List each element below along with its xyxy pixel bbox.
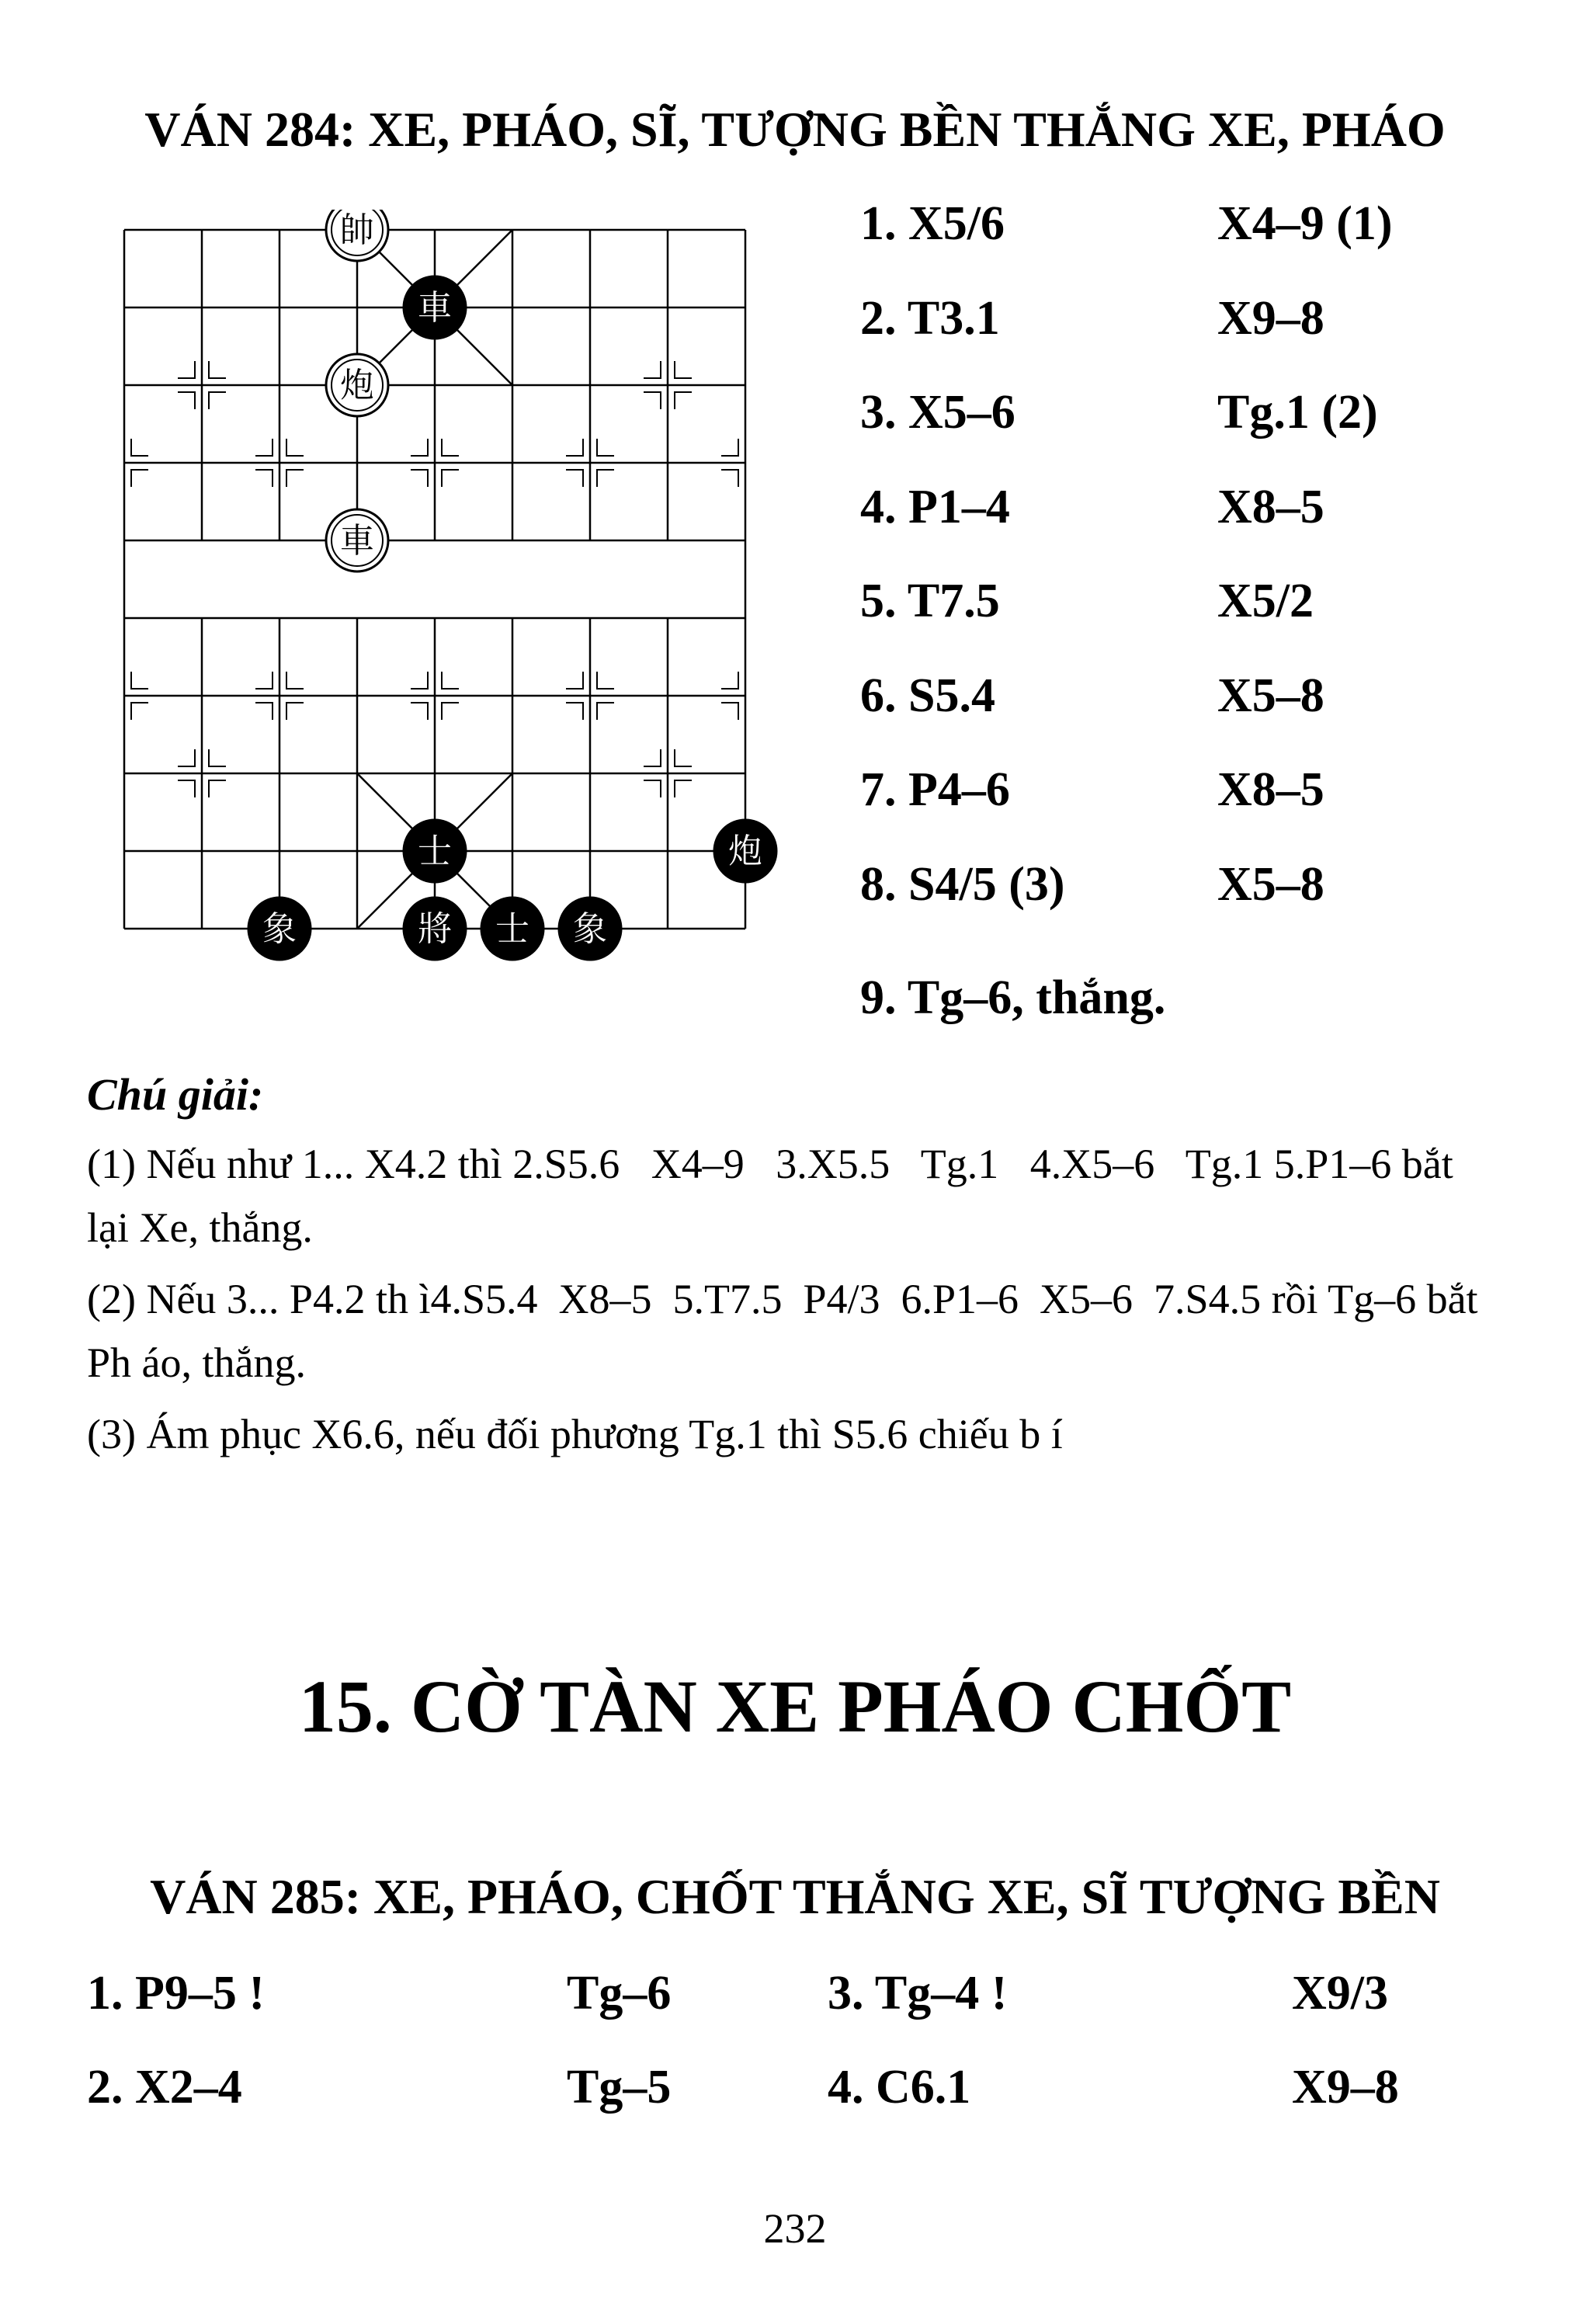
position-mark bbox=[566, 703, 583, 720]
final-move: 9. Tg–6, thắng. bbox=[860, 971, 1166, 1024]
position-mark bbox=[178, 392, 195, 409]
position-mark bbox=[721, 470, 738, 487]
note-1 bbox=[87, 1132, 1505, 1259]
black-advisor-upper-piece bbox=[404, 820, 466, 882]
position-mark bbox=[131, 470, 148, 487]
note-3-text: (3) Ám phục X6.6, nếu đối phương Tg.1 thì S5.6 chiếu b í bbox=[87, 1411, 1063, 1457]
position-mark bbox=[178, 749, 195, 766]
position-mark bbox=[442, 439, 459, 456]
black-elephant-right-piece bbox=[559, 898, 621, 960]
move-6-red: 6. S5.4 bbox=[860, 669, 995, 722]
position-mark bbox=[255, 703, 273, 720]
position-mark bbox=[411, 439, 428, 456]
game-285-move-r2-c2: Tg–5 bbox=[567, 2061, 672, 2114]
red-cannon-char: 炮 bbox=[340, 366, 374, 405]
position-mark bbox=[721, 439, 738, 456]
position-mark bbox=[442, 470, 459, 487]
position-mark bbox=[286, 439, 304, 456]
red-chariot-piece bbox=[326, 509, 388, 571]
game-285-move-r1-c1: 1. P9–5 ! bbox=[87, 1967, 266, 2020]
note-1-text: (1) Nếu như 1... X4.2 thì 2.S5.6 X4–9 3.X5.5 Tg.1 4.X5–6 Tg.1 5.P1–6 bắt lại Xe, thắng. bbox=[87, 1141, 1464, 1251]
position-mark bbox=[178, 361, 195, 378]
black-advisor-lower-piece bbox=[481, 898, 543, 960]
position-mark bbox=[597, 703, 614, 720]
black-chariot-char: 車 bbox=[418, 288, 452, 328]
move-1-black: X4–9 (1) bbox=[1217, 197, 1393, 250]
position-mark bbox=[597, 470, 614, 487]
game-285-move-r2-c4: X9–8 bbox=[1292, 2061, 1399, 2114]
page-number: 232 bbox=[763, 2205, 827, 2252]
black-advisor-upper-char: 士 bbox=[418, 832, 452, 871]
position-mark bbox=[131, 439, 148, 456]
move-5-red: 5. T7.5 bbox=[860, 575, 1000, 627]
note-3 bbox=[87, 1402, 1505, 1466]
red-chariot-char: 車 bbox=[340, 521, 374, 561]
position-mark bbox=[411, 672, 428, 689]
position-mark bbox=[255, 672, 273, 689]
position-mark bbox=[566, 672, 583, 689]
game-285-move-r2-c1: 2. X2–4 bbox=[87, 2061, 242, 2114]
position-mark bbox=[255, 470, 273, 487]
position-mark bbox=[209, 780, 226, 797]
position-mark bbox=[597, 672, 614, 689]
game-285-move-r2-c3: 4. C6.1 bbox=[828, 2061, 971, 2114]
move-8-black: X5–8 bbox=[1217, 857, 1324, 911]
move-6-black: X5–8 bbox=[1217, 669, 1324, 722]
move-7-red: 7. P4–6 bbox=[860, 763, 1010, 816]
game-285-title: VÁN 285: XE, PHÁO, CHỐT THẮNG XE, SĨ TƯỢNG BỀN bbox=[150, 1869, 1440, 1924]
note-2-text: (2) Nếu 3... P4.2 th ì4.S5.4 X8–5 5.T7.5 P4/3 6.P1–6 X5–6 7.S4.5 rồi Tg–6 bắt Ph áo, thắng. bbox=[87, 1276, 1489, 1386]
chapter-title: 15. CỜ TÀN XE PHÁO CHỐT bbox=[298, 1665, 1292, 1748]
move-3-red: 3. X5–6 bbox=[860, 386, 1015, 439]
black-chariot-piece bbox=[404, 276, 466, 339]
position-mark bbox=[675, 361, 692, 378]
position-mark bbox=[442, 703, 459, 720]
game-285-move-r1-c3: 3. Tg–4 ! bbox=[828, 1967, 1008, 2020]
move-4-black: X8–5 bbox=[1217, 480, 1324, 533]
black-general-piece bbox=[404, 898, 466, 960]
black-cannon-piece bbox=[714, 820, 776, 882]
note-2 bbox=[87, 1267, 1505, 1395]
position-mark bbox=[721, 672, 738, 689]
position-mark bbox=[644, 392, 661, 409]
position-mark bbox=[178, 780, 195, 797]
black-elephant-left-piece bbox=[248, 898, 311, 960]
position-mark bbox=[209, 361, 226, 378]
position-mark bbox=[644, 780, 661, 797]
black-elephant-left-char: 象 bbox=[262, 909, 297, 949]
notes-title: Chú giải: bbox=[87, 1069, 264, 1120]
red-general-char: 帥 bbox=[340, 210, 374, 250]
move-7-black: X8–5 bbox=[1217, 763, 1324, 816]
position-mark bbox=[566, 439, 583, 456]
game-285-move-r1-c4: X9/3 bbox=[1292, 1967, 1388, 2020]
position-mark bbox=[675, 392, 692, 409]
black-general-char: 將 bbox=[418, 909, 452, 949]
position-mark bbox=[131, 703, 148, 720]
position-mark bbox=[411, 703, 428, 720]
position-mark bbox=[411, 470, 428, 487]
position-mark bbox=[644, 361, 661, 378]
position-mark bbox=[286, 672, 304, 689]
game-285-move-r1-c2: Tg–6 bbox=[567, 1967, 672, 2020]
position-mark bbox=[286, 703, 304, 720]
position-mark bbox=[286, 470, 304, 487]
move-3-black: Tg.1 (2) bbox=[1217, 386, 1378, 439]
position-mark bbox=[675, 749, 692, 766]
position-mark bbox=[255, 439, 273, 456]
move-2-black: X9–8 bbox=[1217, 291, 1324, 345]
position-mark bbox=[721, 703, 738, 720]
move-5-black: X5/2 bbox=[1217, 575, 1314, 627]
xiangqi-board-diagram bbox=[116, 210, 815, 986]
black-elephant-right-char: 象 bbox=[573, 909, 607, 949]
move-1-red: 1. X5/6 bbox=[860, 197, 1005, 250]
black-cannon-char: 炮 bbox=[728, 832, 762, 871]
position-mark bbox=[442, 672, 459, 689]
black-advisor-lower-char: 士 bbox=[495, 909, 529, 949]
position-mark bbox=[209, 749, 226, 766]
game-284-title: VÁN 284: XE, PHÁO, SĨ, TƯỢNG BỀN THẮNG XE, PHÁO bbox=[144, 102, 1446, 157]
red-cannon-piece bbox=[326, 354, 388, 416]
position-mark bbox=[597, 439, 614, 456]
position-mark bbox=[131, 672, 148, 689]
position-mark bbox=[644, 749, 661, 766]
move-4-red: 4. P1–4 bbox=[860, 480, 1010, 533]
move-2-red: 2. T3.1 bbox=[860, 291, 1000, 345]
position-mark bbox=[566, 470, 583, 487]
red-general-piece bbox=[326, 210, 388, 261]
move-8-red: 8. S4/5 (3) bbox=[860, 857, 1065, 911]
position-mark bbox=[675, 780, 692, 797]
position-mark bbox=[209, 392, 226, 409]
